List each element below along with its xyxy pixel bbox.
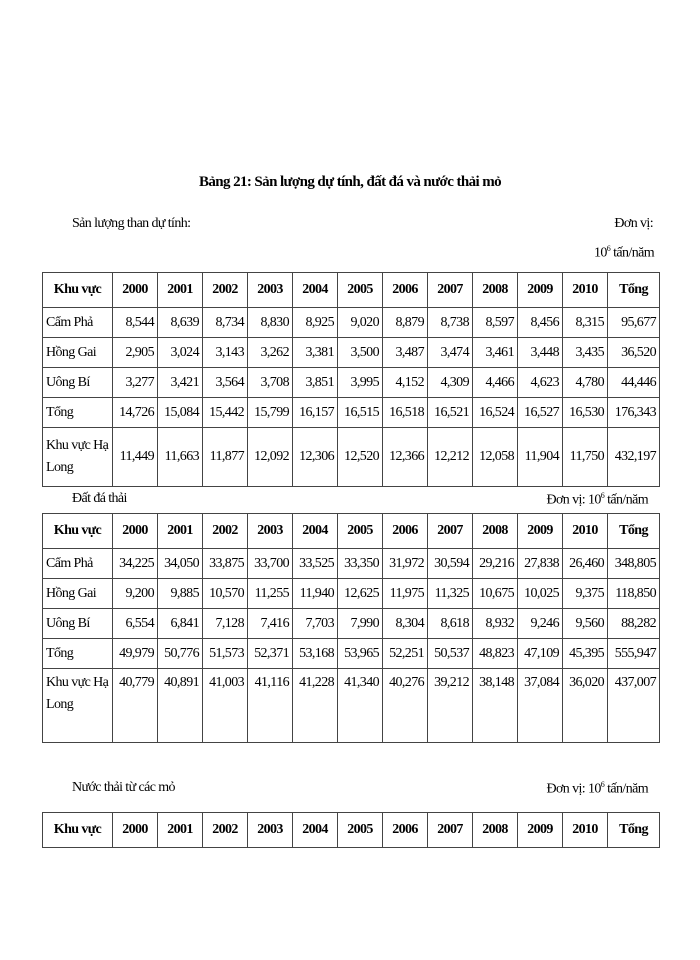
table-cell: 16,521 [428, 398, 473, 428]
table-cell: 12,058 [473, 428, 518, 487]
table-cell: 3,024 [158, 338, 203, 368]
column-header: 2002 [203, 273, 248, 308]
column-header: Tổng [608, 514, 660, 549]
table-cell: 4,623 [518, 368, 563, 398]
table-row [43, 428, 660, 487]
table-row [43, 669, 660, 743]
table-cell: 12,212 [428, 428, 473, 487]
column-header: 2004 [293, 273, 338, 308]
column-header: 2009 [518, 813, 563, 848]
table-cell: 8,879 [383, 308, 428, 338]
column-header: 2001 [158, 813, 203, 848]
table-cell: 33,875 [203, 549, 248, 579]
table-cell: 27,838 [518, 549, 563, 579]
column-header: 2009 [518, 273, 563, 308]
table-cell: 33,525 [293, 549, 338, 579]
row-label: Tổng [43, 398, 113, 428]
table-cell: 3,474 [428, 338, 473, 368]
table-cell: 12,366 [383, 428, 428, 487]
column-header: 2003 [248, 514, 293, 549]
coal-output-table [42, 272, 660, 487]
table-cell: 16,524 [473, 398, 518, 428]
page-title: Bảng 21: Sản lượng dự tính, đất đá và nước thải mỏ [198, 174, 502, 190]
table-cell: 10,675 [473, 579, 518, 609]
table-cell: 8,456 [518, 308, 563, 338]
table-cell: 8,618 [428, 609, 473, 639]
table1-unit-label: Đơn vị: [614, 216, 653, 231]
table-cell: 8,544 [113, 308, 158, 338]
table-cell: 348,805 [608, 549, 660, 579]
column-header: 2009 [518, 514, 563, 549]
column-header: 2003 [248, 813, 293, 848]
table-cell: 176,343 [608, 398, 660, 428]
waste-rock-table [42, 513, 660, 743]
table-cell: 7,703 [293, 609, 338, 639]
column-header: 2010 [563, 514, 608, 549]
table-cell: 4,780 [563, 368, 608, 398]
table-cell: 14,726 [113, 398, 158, 428]
table-cell: 11,255 [248, 579, 293, 609]
row-label: Uông Bí [43, 609, 113, 639]
table-cell: 8,304 [383, 609, 428, 639]
table-cell: 37,084 [518, 669, 563, 743]
table-cell: 52,371 [248, 639, 293, 669]
column-header: 2000 [113, 514, 158, 549]
table-cell: 4,466 [473, 368, 518, 398]
table-cell: 50,776 [158, 639, 203, 669]
table-cell: 34,225 [113, 549, 158, 579]
table-cell: 3,708 [248, 368, 293, 398]
column-header: 2001 [158, 514, 203, 549]
table-cell: 3,435 [563, 338, 608, 368]
table-cell: 6,841 [158, 609, 203, 639]
table-row [43, 368, 660, 398]
table-cell: 16,157 [293, 398, 338, 428]
table-row [43, 609, 660, 639]
table-cell: 8,925 [293, 308, 338, 338]
wastewater-table [42, 812, 660, 848]
table-cell: 40,276 [383, 669, 428, 743]
table-cell: 33,350 [338, 549, 383, 579]
table-cell: 7,128 [203, 609, 248, 639]
table-cell: 34,050 [158, 549, 203, 579]
table-cell: 15,084 [158, 398, 203, 428]
table-cell: 6,554 [113, 609, 158, 639]
table-cell: 3,995 [338, 368, 383, 398]
table-cell: 15,442 [203, 398, 248, 428]
table-cell: 8,597 [473, 308, 518, 338]
table-cell: 3,143 [203, 338, 248, 368]
column-header: 2010 [563, 813, 608, 848]
column-header: 2002 [203, 514, 248, 549]
table-cell: 8,734 [203, 308, 248, 338]
column-header: 2008 [473, 514, 518, 549]
column-header: 2010 [563, 273, 608, 308]
column-header: Tổng [608, 273, 660, 308]
table2-unit: Đơn vị: $10^6$ tấn/năm [546, 491, 648, 508]
table-cell: 16,515 [338, 398, 383, 428]
table-cell: 11,325 [428, 579, 473, 609]
table-cell: 118,850 [608, 579, 660, 609]
column-header: 2005 [338, 514, 383, 549]
table-cell: 9,246 [518, 609, 563, 639]
table-cell: 11,750 [563, 428, 608, 487]
table-header-row [43, 273, 660, 308]
column-header: 2007 [428, 813, 473, 848]
table-cell: 53,168 [293, 639, 338, 669]
table-cell: 41,003 [203, 669, 248, 743]
table-cell: 8,738 [428, 308, 473, 338]
table2-caption: Đất đá thải [72, 491, 127, 506]
column-header: 2001 [158, 273, 203, 308]
row-label: Khu vực Hạ Long [43, 669, 113, 743]
table-cell: 12,306 [293, 428, 338, 487]
column-header: Tổng [608, 813, 660, 848]
table-header-row [43, 514, 660, 549]
table-cell: 45,395 [563, 639, 608, 669]
table-cell: 11,663 [158, 428, 203, 487]
table-cell: 3,448 [518, 338, 563, 368]
table-cell: 36,020 [563, 669, 608, 743]
table-row [43, 549, 660, 579]
table-cell: 50,537 [428, 639, 473, 669]
table-cell: 3,461 [473, 338, 518, 368]
table-cell: 9,375 [563, 579, 608, 609]
table-cell: 44,446 [608, 368, 660, 398]
table-cell: 432,197 [608, 428, 660, 487]
table-row [43, 308, 660, 338]
table-cell: 4,152 [383, 368, 428, 398]
column-header: 2005 [338, 273, 383, 308]
column-header: 2000 [113, 273, 158, 308]
table-cell: 33,700 [248, 549, 293, 579]
table-cell: 555,947 [608, 639, 660, 669]
table-cell: 88,282 [608, 609, 660, 639]
table-cell: 26,460 [563, 549, 608, 579]
table-cell: 10,570 [203, 579, 248, 609]
table-cell: 36,520 [608, 338, 660, 368]
table-cell: 11,940 [293, 579, 338, 609]
table-cell: 48,823 [473, 639, 518, 669]
table-cell: 41,228 [293, 669, 338, 743]
column-header: 2007 [428, 273, 473, 308]
table-cell: 12,625 [338, 579, 383, 609]
table-cell: 3,262 [248, 338, 293, 368]
column-header: 2003 [248, 273, 293, 308]
column-header: Khu vực [43, 813, 113, 848]
table1-unit: $10^6$ tấn/năm [593, 244, 654, 261]
table-cell: 11,975 [383, 579, 428, 609]
table-cell: 8,932 [473, 609, 518, 639]
table-cell: 40,779 [113, 669, 158, 743]
table-cell: 9,560 [563, 609, 608, 639]
table-row [43, 398, 660, 428]
row-label: Cẩm Phả [43, 549, 113, 579]
column-header: 2006 [383, 273, 428, 308]
column-header: 2005 [338, 813, 383, 848]
table-cell: 9,020 [338, 308, 383, 338]
table-cell: 4,309 [428, 368, 473, 398]
table-cell: 47,109 [518, 639, 563, 669]
table-cell: 52,251 [383, 639, 428, 669]
table-cell: 437,007 [608, 669, 660, 743]
table-cell: 53,965 [338, 639, 383, 669]
table-cell: 10,025 [518, 579, 563, 609]
column-header: 2008 [473, 273, 518, 308]
table-cell: 3,381 [293, 338, 338, 368]
table3-unit: Đơn vị: $10^6$ tấn/năm [546, 780, 648, 797]
table-cell: 2,905 [113, 338, 158, 368]
row-label: Hồng Gai [43, 338, 113, 368]
table-cell: 16,527 [518, 398, 563, 428]
table-cell: 11,449 [113, 428, 158, 487]
table-cell: 8,315 [563, 308, 608, 338]
column-header: Khu vực [43, 273, 113, 308]
table3-caption: Nước thải từ các mỏ [72, 780, 175, 795]
table-row [43, 338, 660, 368]
row-label: Cẩm Phả [43, 308, 113, 338]
table-cell: 8,639 [158, 308, 203, 338]
table-cell: 3,500 [338, 338, 383, 368]
table-cell: 51,573 [203, 639, 248, 669]
table-cell: 8,830 [248, 308, 293, 338]
table-cell: 9,885 [158, 579, 203, 609]
table1-caption: Sản lượng than dự tính: [72, 216, 191, 231]
table-cell: 15,799 [248, 398, 293, 428]
column-header: 2002 [203, 813, 248, 848]
table-cell: 3,851 [293, 368, 338, 398]
table-cell: 95,677 [608, 308, 660, 338]
table-cell: 40,891 [158, 669, 203, 743]
table-row [43, 579, 660, 609]
table-header-row [43, 813, 660, 848]
table-cell: 49,979 [113, 639, 158, 669]
table-cell: 38,148 [473, 669, 518, 743]
column-header: 2004 [293, 813, 338, 848]
column-header: 2006 [383, 514, 428, 549]
row-label: Tổng [43, 639, 113, 669]
column-header: 2000 [113, 813, 158, 848]
table-cell: 39,212 [428, 669, 473, 743]
table-cell: 3,564 [203, 368, 248, 398]
table-cell: 29,216 [473, 549, 518, 579]
table-cell: 12,092 [248, 428, 293, 487]
table-cell: 9,200 [113, 579, 158, 609]
row-label: Khu vực Hạ Long [43, 428, 113, 487]
column-header: 2004 [293, 514, 338, 549]
table-cell: 3,421 [158, 368, 203, 398]
table-cell: 3,277 [113, 368, 158, 398]
table-cell: 30,594 [428, 549, 473, 579]
table-cell: 7,416 [248, 609, 293, 639]
table-cell: 16,530 [563, 398, 608, 428]
column-header: 2008 [473, 813, 518, 848]
table-cell: 31,972 [383, 549, 428, 579]
table-cell: 41,116 [248, 669, 293, 743]
table-cell: 11,877 [203, 428, 248, 487]
table-cell: 16,518 [383, 398, 428, 428]
table-cell: 11,904 [518, 428, 563, 487]
table-cell: 3,487 [383, 338, 428, 368]
table-cell: 12,520 [338, 428, 383, 487]
row-label: Hồng Gai [43, 579, 113, 609]
table-cell: 41,340 [338, 669, 383, 743]
column-header: 2006 [383, 813, 428, 848]
table-cell: 7,990 [338, 609, 383, 639]
column-header: 2007 [428, 514, 473, 549]
row-label: Uông Bí [43, 368, 113, 398]
column-header: Khu vực [43, 514, 113, 549]
table-row [43, 639, 660, 669]
